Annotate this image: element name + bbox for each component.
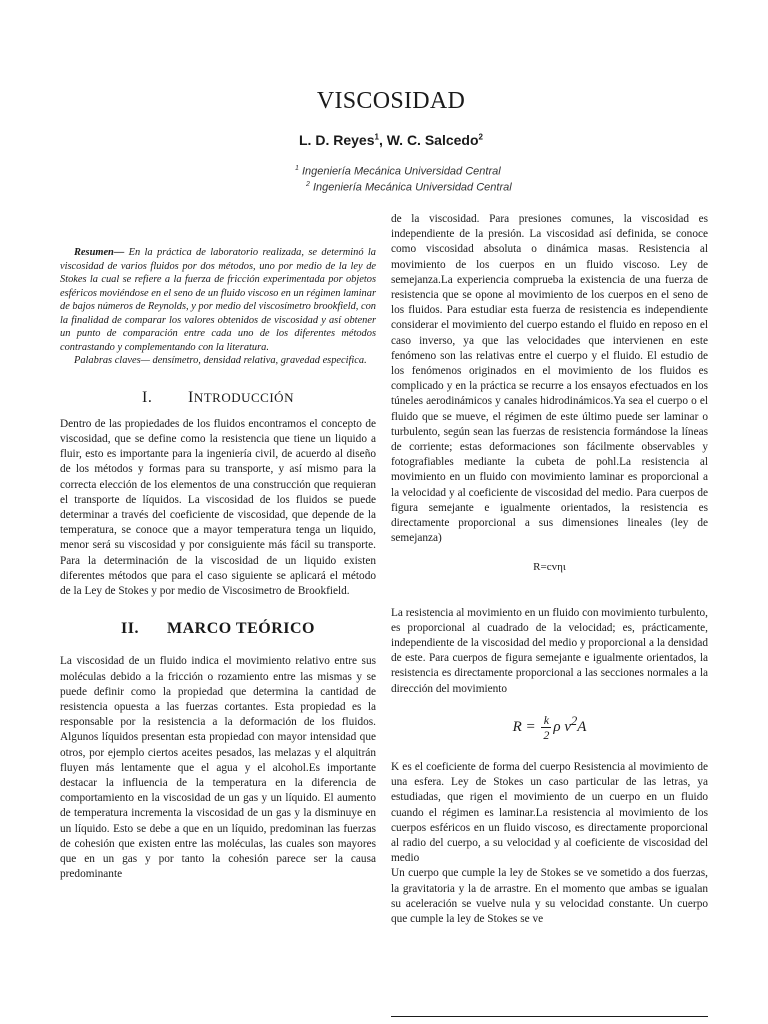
formula-area: A (577, 718, 587, 735)
affiliation-1-sup: 1 (295, 165, 299, 172)
right-paragraph-4: Un cuerpo que cumple la ley de Stokes se ve sometido a dos fuerzas, la gravitatoria y la de arrastre. En el momento que ambas se igualan su aceleración se vuelve nula y su velocidad constante. Un cuerpo que cumple la ley de Stokes se ve (391, 867, 708, 925)
affiliation-1-text: Ingeniería Mecánica Universidad Central (301, 165, 501, 178)
formula-lhs: R = (512, 718, 536, 735)
formula-fraction (541, 713, 551, 742)
left-column (60, 246, 376, 882)
right-paragraph-2: La resistencia al movimiento en un fluido con movimiento turbulento, es proporcional al cuadrado de la velocidad; es, prácticamente, independiente de la viscosidad del medio y proporcional a la densidad de este. Para cuerpos de figura semejante e igualmente orientados, la resistencia es directamente proporcional a las secciones normales a la dirección del movimiento (391, 606, 708, 695)
formula-laminar: R=cvηι (533, 561, 566, 574)
formula-turbulent (391, 713, 708, 742)
affiliation-2-sup: 2 (306, 181, 310, 188)
abstract-text: En la práctica de laboratorio realizada, se determinó la viscosidad de varios fluidos por dos métodos, uno por medio de la ley de Stokes la cual se refiere a la fuerza de fricción experimentada por objetos esféricos moviéndose en el seno de un fluido viscoso en un régimen laminar de bajos números de Reynolds, y por medio del viscosímetro brookfield, con la finalidad de comparar los valores obtenidos de viscosidad y así obtener un punto de comparación entre cada uno de los diferentes métodos contrastando y complementando con la literatura. (60, 247, 376, 353)
author-1: L. D. Reyes (299, 132, 375, 148)
section-1-title-rest: NTRODUCCIÓN (193, 389, 294, 405)
section-heading-marco-teorico (60, 621, 376, 636)
affiliation-1 (295, 165, 501, 178)
author-separator: , (378, 132, 387, 148)
formula-rho-v: ρ v (553, 718, 571, 735)
formula-numerator: k (541, 713, 551, 728)
abstract-label: Resumen— (74, 247, 125, 258)
paper-title: VISCOSIDAD (316, 88, 466, 114)
footer-rule (391, 1016, 708, 1017)
author-line (0, 132, 768, 148)
affiliation-2 (306, 181, 512, 194)
affiliation-2-text: Ingeniería Mecánica Universidad Central (312, 181, 512, 194)
section-1-number: I. (142, 388, 153, 406)
section-2-title: MARCO TEÓRICO (167, 620, 315, 638)
marco-teorico-body: La viscosidad de un fluido indica el movimiento relativo entre sus moléculas debido a la fricción o rozamiento entre las mismas y se puede definir como la propiedad que determina la cantidad de resistencia opuesta a las fuerzas cortantes. Esta propiedad es la responsable por la resistencia a la deformación de los fluidos. Algunos líquidos presentan esta propiedad con mayor intensidad que otros, por ejemplo ciertos aceites pesados, las melazas y el alquitrán fluyen más lentamente que el agua y el alcohol.Es importante destacar la influencia de la temperatura en la diferencia de comportamiento en la viscosidad de un gas y un líquido. El aumento de temperatura incrementa la viscosidad de un gas y la disminuye en un líquido. Esto se debe a que en un líquido, predominan las fuerzas de cohesión que existen entre las moléculas, las cuales son mayores que en un gas y por tanto la cohesión parece ser la causa predominante (60, 655, 376, 881)
keywords: Palabras claves— densímetro, densidad relativa, gravedad especifica. (74, 355, 367, 366)
right-paragraph-1: de la viscosidad. Para presiones comunes, la viscosidad es independiente de la presión. La viscosidad así definida, se conoce como viscosidad absoluta o dinámica masas. Resistencia al movimiento de los cuerpos en un fluido viscoso. Ley de semejanza.La experiencia comprueba la existencia de una fuerza de resistencia que se opone al movimiento de los cuerpos en el seno de los fluidos. Para estudiar esta fuerza de resistencia es independiente considerar el movimiento del cuerpo estando el fluido en reposo en el caso inverso, ya que las velocidades que intervienen en este fenómeno son las relativas entre el cuerpo y el fluido. El estudio de los fenómenos originados en el movimiento de los fluidos es complicado y en la práctica se recurre a los ensayos efectuados en los túneles aerodinámicos y canales hidrodinámicos.Ya sea el cuerpo o el fluido que se mueve, el régimen de este último puede ser laminar o turbulento, según sean las fuerzas de resistencia formándose la líneas de corriente; estas deformaciones son fácilmente observables y fotografiables mediante la cubeta de pohl.La resistencia al movimiento en un fluido con movimiento laminar es proporcional a la velocidad y al coeficiente de viscosidad del medio. Para cuerpos de figura semejante e igualmente orientados, la resistencia es directamente proporcional a sus dimensiones lineales (ley de semejanza) (391, 213, 708, 545)
section-1-initial: I (188, 388, 194, 406)
section-2-number: II. (121, 620, 139, 638)
formula-denominator: 2 (543, 727, 550, 742)
right-column (391, 212, 708, 927)
introduccion-body: Dentro de las propiedades de los fluidos encontramos el concepto de viscosidad, que se define como la resistencia que tiene un liquido a fluir, esto es importante para la ingeniería civil, de acuerdo al diseño de los métodos y formas para su transporte, y así mismo para la correcta elección de los elementos de una construcción que requieran el transporte de líquidos. La viscosidad de los fluidos se puede determinar a través del coeficiente de viscosidad, que depende de la temperatura, se conoce que a mayor temperatura tenga un liquido, menor será su viscosidad y por consiguiente más fácil su transporte. Para la determinación de la viscosidad de un liquido existen diferentes métodos que para el caso siguiente se aplicará el método de la Ley de Stokes y por medio de Viscosimetro de Brookfield. (60, 417, 376, 597)
right-paragraph-3: K es el coeficiente de forma del cuerpo Resistencia al movimiento de una esfera. Ley de Stokes un caso particular de las letras, ya estudiadas, que rigen el movimiento de un cuerpo en un fluido cuando el régimen es laminar.La resistencia al movimiento de los cuerpos esféricos en un fluido viscoso, es directamente proporcional al radio del cuerpo, a su velocidad y al coeficiente de viscosidad del medio (391, 760, 708, 865)
author-2-sup: 2 (478, 132, 483, 142)
abstract (60, 246, 376, 354)
section-heading-introduccion (60, 390, 376, 405)
formula-exponent: 2 (570, 713, 578, 728)
author-2: W. C. Salcedo (386, 132, 479, 148)
author-1-sup: 1 (374, 132, 379, 142)
